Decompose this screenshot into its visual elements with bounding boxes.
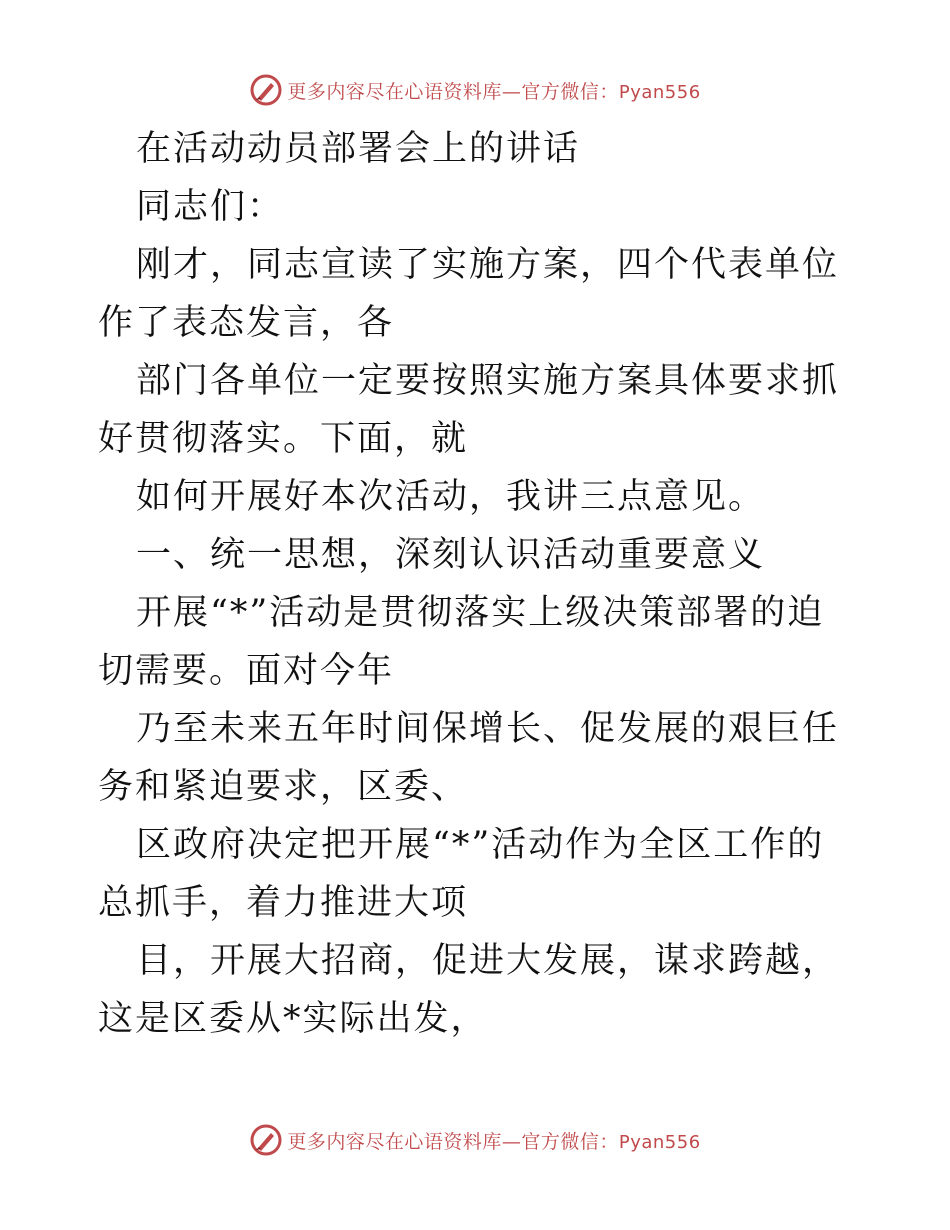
document-body bbox=[98, 120, 858, 1048]
header-wechat-id: Pyan556 bbox=[618, 81, 701, 103]
footer-wechat-id: Pyan556 bbox=[618, 1131, 701, 1153]
paragraph: 如何开展好本次活动，我讲三点意见。 bbox=[136, 477, 766, 517]
salutation: 同志们： bbox=[136, 187, 285, 227]
pen-logo-icon bbox=[249, 73, 283, 107]
paragraph: 目，开展大招商，促进大发展，谋求跨越，这是区委从*实际出发， bbox=[98, 941, 840, 1039]
paragraph: 部门各单位一定要按照实施方案具体要求抓好贯彻落实。下面，就 bbox=[98, 361, 840, 459]
paragraph: 刚才，同志宣读了实施方案，四个代表单位作了表态发言，各 bbox=[98, 245, 840, 343]
section-heading: 一、统一思想，深刻认识活动重要意义 bbox=[136, 535, 766, 575]
footer-banner bbox=[0, 1120, 950, 1160]
header-banner-text: 更多内容尽在心语资料库—官方微信：Pyan556 bbox=[287, 80, 701, 103]
pen-logo-icon bbox=[249, 1123, 283, 1157]
footer-banner-text: 更多内容尽在心语资料库—官方微信：Pyan556 bbox=[287, 1130, 701, 1153]
paragraph: 乃至未来五年时间保增长、促发展的艰巨任务和紧迫要求，区委、 bbox=[98, 709, 840, 807]
header-banner bbox=[0, 70, 950, 110]
paragraph: 区政府决定把开展“*”活动作为全区工作的总抓手，着力推进大项 bbox=[98, 825, 825, 923]
doc-title: 在活动动员部署会上的讲话 bbox=[136, 129, 581, 169]
paragraph: 开展“*”活动是贯彻落实上级决策部署的迫切需要。面对今年 bbox=[98, 593, 825, 691]
